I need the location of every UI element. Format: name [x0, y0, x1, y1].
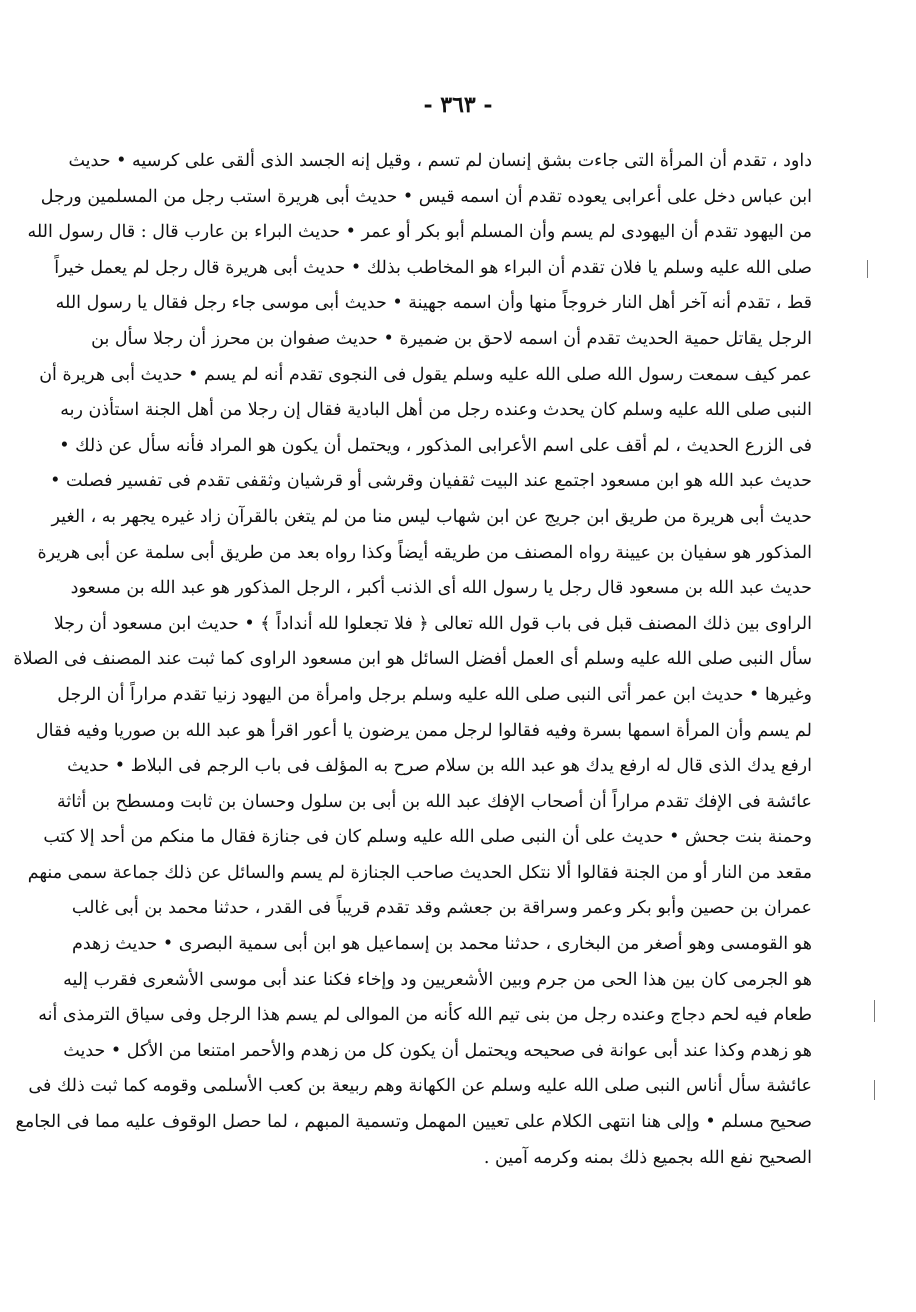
text-line: من اليهود تقدم أن اليهودى لم يسم وأن المسلم أبو بكر أو عمر • حديث البراء بن عارب قال : قال رسول الله — [27, 222, 812, 243]
text-line: حديث عبد الله هو ابن مسعود اجتمع عند البيت ثقفيان وقرشى أو قرشيان وثقفى تقدم فى تفسير فصلت • — [50, 471, 812, 492]
text-line: قط ، تقدم أنه آخر أهل النار خروجاً منها وأن اسمه جهينة • حديث أبى موسى جاء رجل فقال يا رسول الله — [55, 293, 812, 314]
text-line: مقعد من النار أو من الجنة فقالوا ألا نتكل الحديث صاحب الجنازة لم يسم والسائل عن ذلك جماعة سمى منهم — [27, 862, 812, 883]
page-number: - ٣٦٣ - — [423, 92, 493, 118]
text-line: عائشة سأل أناس النبى صلى الله عليه وسلم عن الكهانة وهم ربيعة بن كعب الأسلمى وقومه كما ثبت ذلك فى — [28, 1076, 812, 1097]
text-line: وغيرها • حديث ابن عمر أتى النبى صلى الله عليه وسلم برجل وامرأة من اليهود زنيا تقدم مراراً أن الرجل — [57, 684, 812, 705]
text-line: هو زهدم وكذا عند أبى عوانة فى صحيحه ويحتمل أن يكون كل من زهدم والأحمر امتنعا من الأكل • حديث — [63, 1040, 812, 1061]
text-line: فى الزرع الحديث ، لم أقف على اسم الأعرابى المذكور ، ويحتمل أن يكون هو المراد فأنه سأل عن ذلك • — [59, 435, 812, 456]
text-line: المذكور هو سفيان بن عيينة رواه المصنف من طريقه أيضاً وكذا رواه بعد من طريق أبى سلمة عن أبى هريرة — [37, 542, 812, 563]
text-line: سأل النبى صلى الله عليه وسلم أى العمل أفضل السائل هو ابن مسعود الراوى كما ثبت عند المصنف فى الصلاة — [13, 649, 812, 670]
text-body — [13, 144, 812, 1176]
text-line: ابن عباس دخل على أعرابى يعوده تقدم أن اسمه قيس • حديث أبى هريرة استب رجل من المسلمين ورجل — [40, 186, 812, 207]
scan-artifact-line — [874, 1000, 875, 1022]
scan-artifact-line — [867, 260, 868, 278]
text-line: داود ، تقدم أن المرأة التى جاءت بشق إنسان لم تسم ، وقيل إنه الجسد الذى ألقى على كرسيه • حديث — [68, 151, 812, 171]
text-line: الراوى بين ذلك المصنف قبل فى باب قول الله تعالى ﴿ فلا تجعلوا لله أنداداً ﴾ • حديث ابن مسعود أن رجلا — [53, 613, 812, 634]
text-line: طعام فيه لحم دجاج وعنده رجل من بنى تيم الله كأنه من الموالى لم يسم هذا الرجل وفى سياق الترمذى أنه — [38, 1005, 812, 1026]
text-line: عائشة فى الإفك تقدم مراراً أن أصحاب الإفك عبد الله بن أبى بن سلول وحسان بن ثابت ومسطح بن أثاثة — [57, 791, 812, 812]
text-line: الرجل يقاتل حمية الحديث تقدم أن اسمه لاحق بن ضميرة • حديث صفوان بن محرز أن رجلا سأل بن — [91, 328, 812, 349]
text-line: هو الجرمى كان بين هذا الحى من جرم وبين الأشعريين ود وإخاء فكنا عند أبى موسى الأشعرى فقرب إليه — [63, 969, 812, 990]
text-line: النبى صلى الله عليه وسلم كان يحدث وعنده رجل من أهل البادية فقال إن رجلا من أهل الجنة استأذن ربه — [60, 400, 812, 421]
text-line: عمر كيف سمعت رسول الله صلى الله عليه وسلم يقول فى النجوى تقدم أنه لم يسم • حديث أبى هريرة أن — [39, 364, 812, 385]
scan-artifact-line — [874, 1080, 875, 1100]
text-line: صحيح مسلم • وإلى هنا انتهى الكلام على تعيين المهمل وتسمية المبهم ، لما حصل الوقوف عليه مما فى الجامع — [15, 1112, 812, 1133]
text-line: حديث عبد الله بن مسعود قال رجل يا رسول الله أى الذنب أكبر ، الرجل المذكور هو عبد الله بن مسعود — [70, 578, 812, 599]
text-line: لم يسم وأن المرأة اسمها بسرة وفيه فقالوا لرجل ممن يرضون يا أعور اقرأ هو عبد الله بن صوريا وفيه فقال — [35, 720, 812, 741]
text-line: هو القومسى وهو أصغر من البخارى ، حدثنا محمد بن إسماعيل هو ابن أبى سمية البصرى • حديث زهدم — [72, 934, 812, 955]
text-line: الصحيح نفع الله بجميع ذلك بمنه وكرمه آمين . — [483, 1147, 812, 1168]
text-line: حديث أبى هريرة من طريق ابن جريج عن ابن شهاب ليس منا من لم يتغن بالقرآن زاد غيره يجهر به ، الغير — [51, 506, 812, 527]
text-line: صلى الله عليه وسلم يا فلان تقدم أن البراء هو المخاطب بذلك • حديث أبى هريرة قال رجل لم يعمل خيراً — [54, 257, 812, 278]
text-line: عمران بن حصين وأبو بكر وعمر وسراقة بن جعشم وقد تقدم قريباً فى القدر ، حدثنا محمد بن أبى غالب — [71, 898, 812, 919]
text-line: وحمنة بنت جحش • حديث على أن النبى صلى الله عليه وسلم كان فى جنازة فقال ما منكم من أحد إلا كتب — [43, 827, 812, 848]
text-line: ارفع يدك الذى قال له ارفع يدك هو عبد الله بن سلام صرح به المؤلف فى باب الرجم فى البلاط • حديث — [67, 756, 812, 777]
